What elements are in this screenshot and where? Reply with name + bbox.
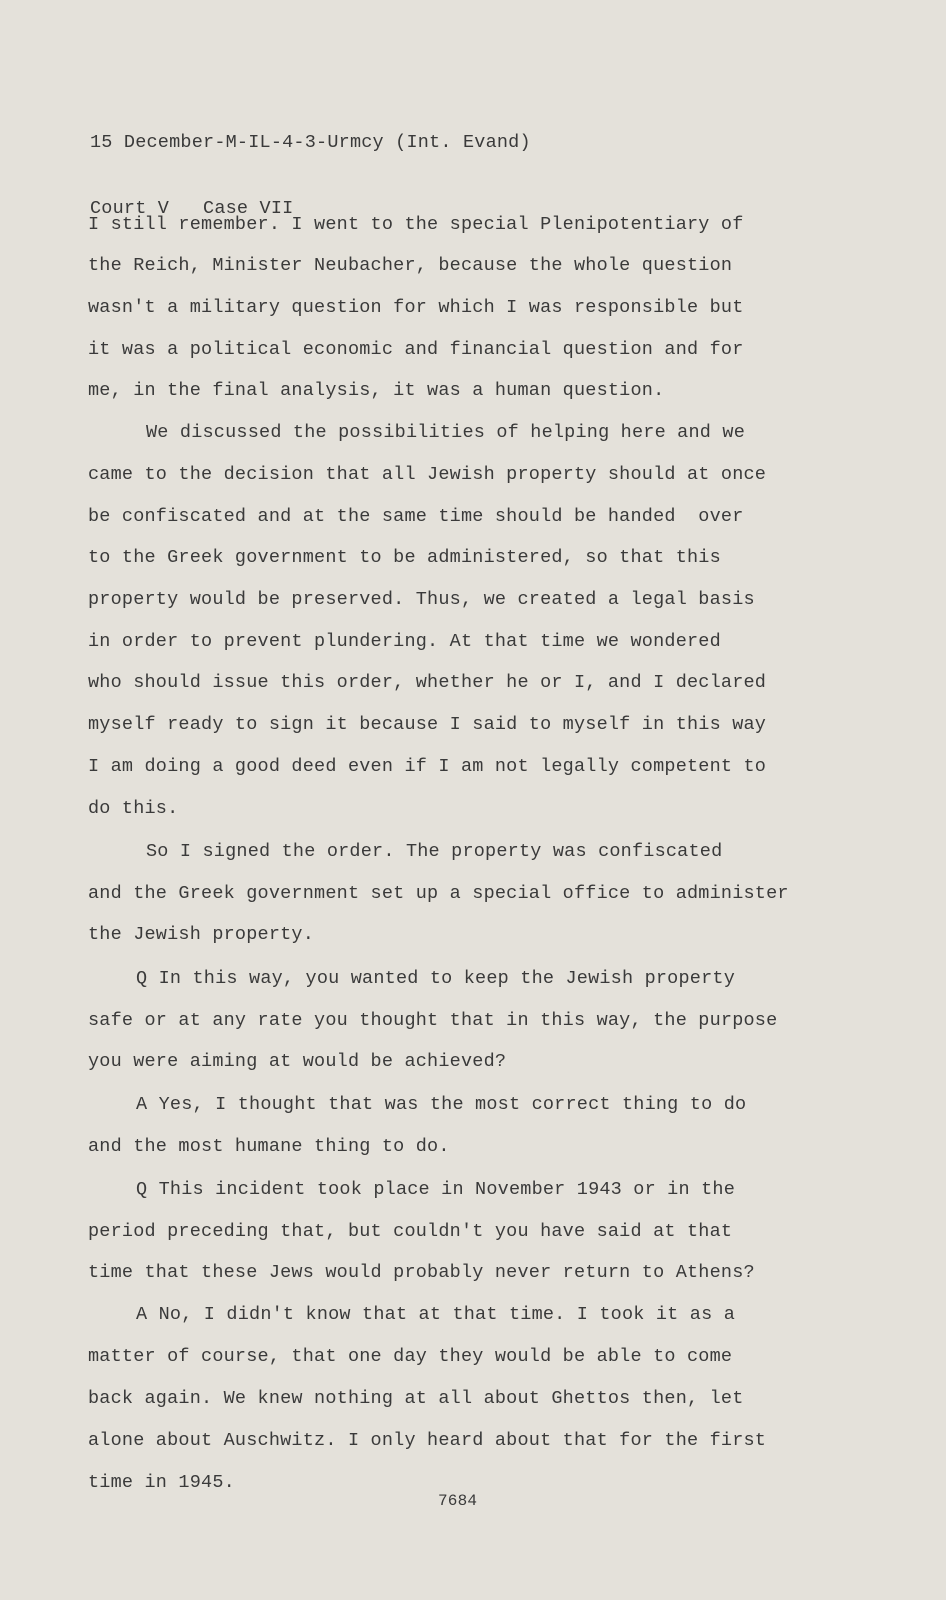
transcript-line: be confiscated and at the same time should be handed over	[88, 506, 744, 527]
transcript-line: to the Greek government to be administered, so that this	[88, 547, 721, 568]
transcript-line: I still remember. I went to the special Plenipotentiary of	[88, 214, 744, 235]
document-header	[90, 88, 531, 264]
transcript-line: Q In this way, you wanted to keep the Jewish property	[136, 968, 735, 989]
page-number: 7684	[438, 1492, 478, 1510]
transcript-line: myself ready to sign it because I said to myself in this way	[88, 714, 767, 735]
transcript-line: in order to prevent plundering. At that time we wondered	[88, 631, 721, 652]
transcript-line: came to the decision that all Jewish property should at once	[88, 464, 767, 485]
transcript-line: We discussed the possibilities of helping here and we	[146, 422, 745, 443]
transcript-line: Q This incident took place in November 1943 or in the	[136, 1179, 735, 1200]
transcript-line: period preceding that, but couldn't you have said at that	[88, 1221, 733, 1242]
transcript-line: and the most humane thing to do.	[88, 1136, 450, 1157]
transcript-line: property would be preserved. Thus, we created a legal basis	[88, 589, 755, 610]
transcript-line: the Reich, Minister Neubacher, because the whole question	[88, 255, 733, 276]
transcript-line: time in 1945.	[88, 1472, 235, 1493]
header-court-line: Court V Case VII	[90, 198, 294, 219]
transcript-line: A Yes, I thought that was the most correct thing to do	[136, 1094, 747, 1115]
transcript-line: who should issue this order, whether he or I, and I declared	[88, 672, 767, 693]
transcript-line: you were aiming at would be achieved?	[88, 1051, 507, 1072]
transcript-line: safe or at any rate you thought that in this way, the purpose	[88, 1010, 778, 1031]
transcript-line: and the Greek government set up a special office to administer	[88, 883, 789, 904]
transcript-line: alone about Auschwitz. I only heard about that for the first	[88, 1430, 767, 1451]
transcript-line: wasn't a military question for which I was responsible but	[88, 297, 744, 318]
transcript-line: I am doing a good deed even if I am not legally competent to	[88, 756, 767, 777]
transcript-line: it was a political economic and financial question and for	[88, 339, 744, 360]
transcript-line: me, in the final analysis, it was a human question.	[88, 380, 665, 401]
transcript-line: A No, I didn't know that at that time. I took it as a	[136, 1304, 735, 1325]
transcript-line: time that these Jews would probably never return to Athens?	[88, 1262, 755, 1283]
transcript-line: do this.	[88, 798, 179, 819]
transcript-line: back again. We knew nothing at all about Ghettos then, let	[88, 1388, 744, 1409]
transcript-line: matter of course, that one day they would be able to come	[88, 1346, 733, 1367]
transcript-line: the Jewish property.	[88, 924, 315, 945]
header-date-line: 15 December-M-IL-4-3-Urmcy (Int. Evand)	[90, 132, 531, 153]
transcript-line: So I signed the order. The property was confiscated	[146, 841, 723, 862]
